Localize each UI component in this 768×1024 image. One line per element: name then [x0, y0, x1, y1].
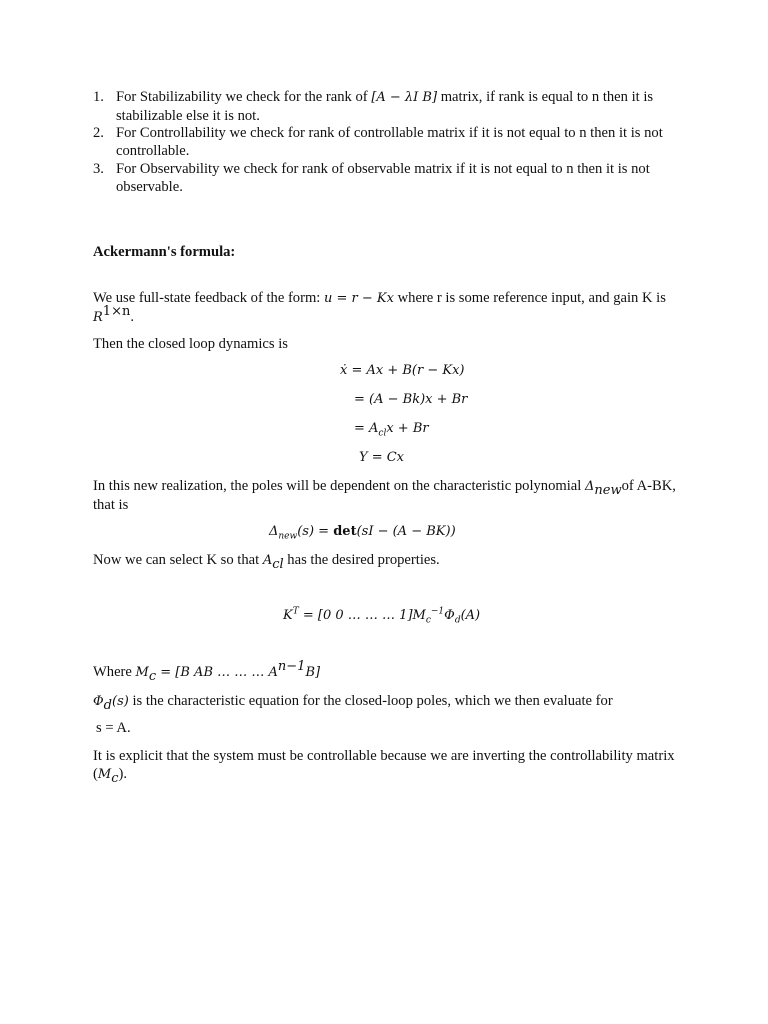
paragraph-realization: In this new realization, the poles will be dependent on the characteristic polynomial $\Delta_{new}of$ A-BK, that is	[93, 478, 676, 513]
list-text: For Controllability we check for rank of controllable matrix if it is not equal to n then it is not controllable.	[116, 125, 663, 159]
paragraph-select-k: Now we can select K so that $A_{cl}$ has the desired properties.	[93, 552, 440, 572]
list-text: For Observability we check for rank of observable matrix if it is not equal to n then it is not observable.	[116, 161, 650, 195]
equation-step-3: = $A_{cl}x + Br$	[354, 421, 429, 439]
paragraph-where-mc: Where $M_c = [B$ AB … … … $A^{n-1}B$]	[93, 659, 321, 684]
list-number: 3.	[93, 161, 104, 177]
list-number: 1.	[93, 89, 104, 105]
section-heading: Ackermann's formula:	[93, 244, 236, 260]
list-item-stabilizability	[93, 88, 678, 125]
equation-step-2: = (A − Bk)x + Br	[354, 392, 468, 407]
list-item-controllability	[93, 124, 678, 160]
paragraph-s-equals-a: s = A.	[96, 720, 131, 736]
list-number: 2.	[93, 125, 104, 141]
paragraph-explicit: It is explicit that the system must be controllable because we are inverting the controllability matrix $(M_c)$.	[93, 748, 675, 786]
list-text: For Stabilizability we check for the rank of [A − λI B] matrix, if rank is equal to n then it is stabilizable else it is not.	[116, 89, 654, 124]
paragraph-phi: $\Phi_d(s)$ is the characteristic equation for the closed-loop poles, which we then evaluate for	[93, 693, 613, 713]
equation-ackermann: $K^T = [0$ 0 … … … $1]M_c^{-1}\Phi_d(A)$	[283, 606, 481, 626]
matrix-expression: [A − λI B]	[371, 90, 438, 105]
equation-char-poly: $\Delta_{new}(s) = \det(sI - (A - BK))$	[269, 524, 456, 542]
list-item-observability	[93, 160, 678, 196]
equation-state: ẋ = Ax + B(r − Kx)	[340, 363, 465, 378]
paragraph-feedback: We use full-state feedback of the form: u = r − Kx where r is some reference input, and gain K is $R^{1\times n}$.	[93, 290, 666, 325]
equation-output: Y = Cx	[359, 450, 405, 465]
feedback-law: u = r − Kx	[324, 291, 394, 306]
paragraph-dynamics: Then the closed loop dynamics is	[93, 336, 288, 352]
